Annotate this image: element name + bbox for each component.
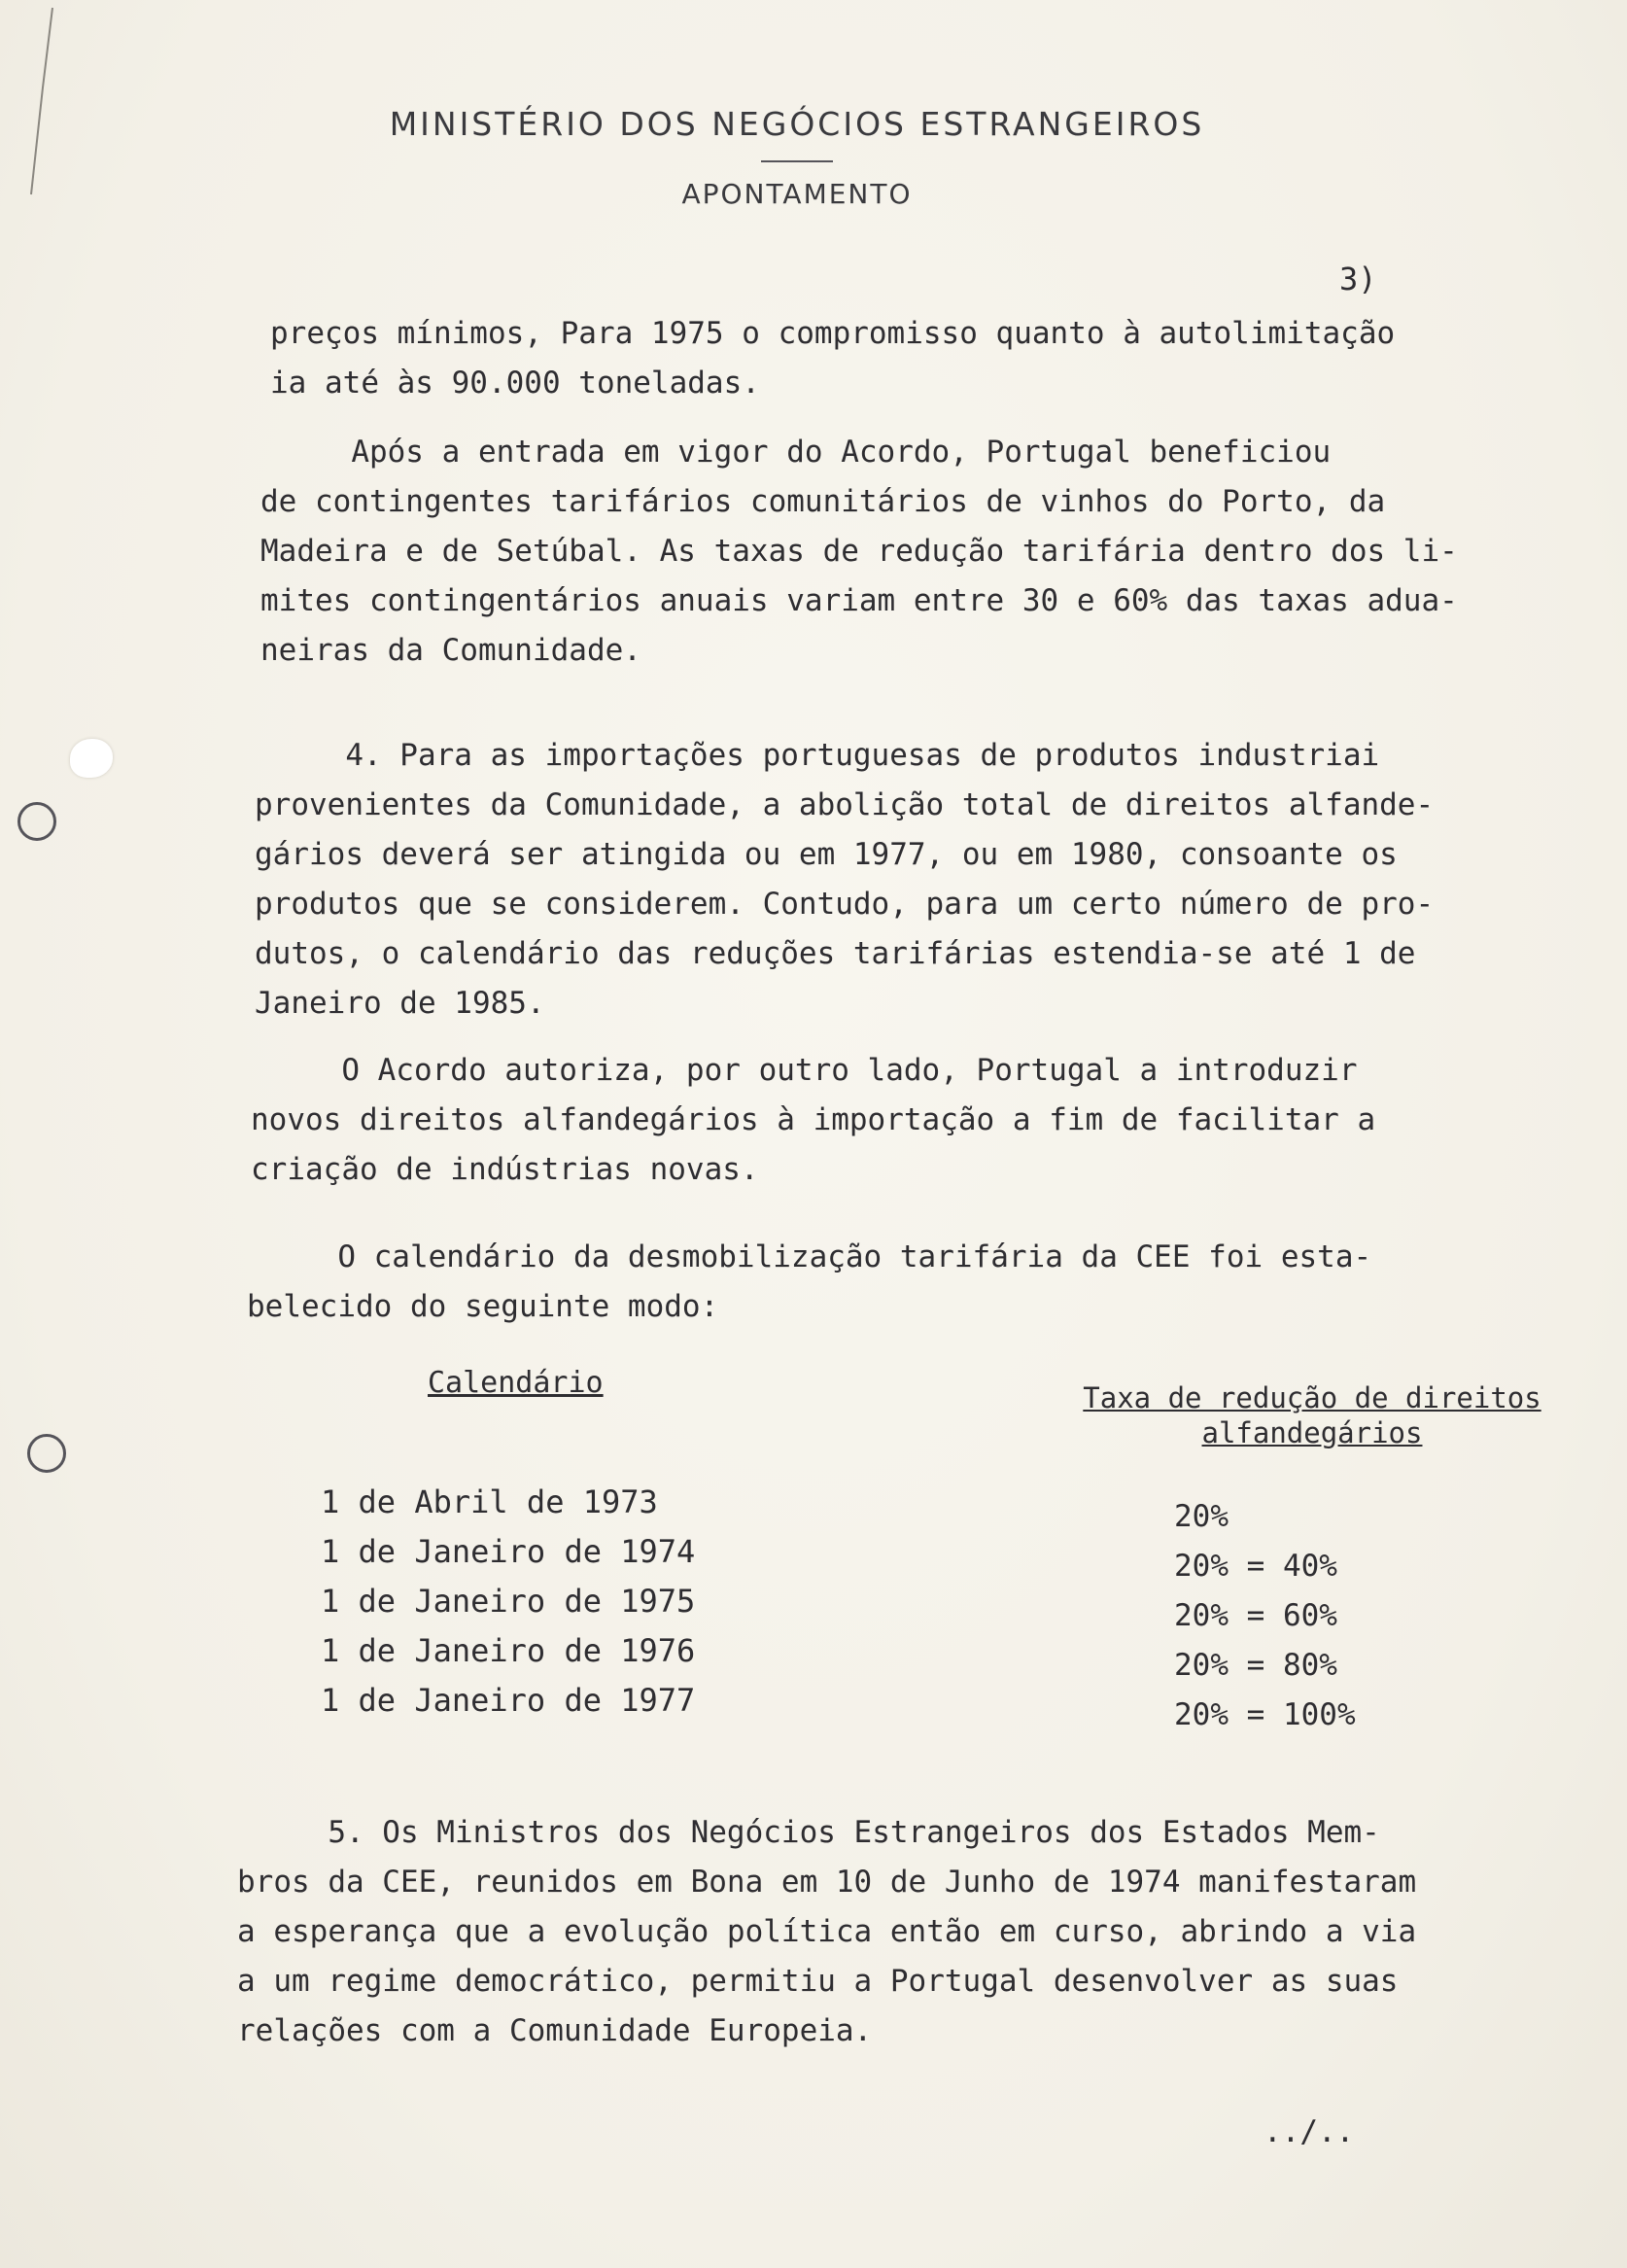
schedule-rate: 20% = 80% xyxy=(1174,1648,1337,1683)
paragraph-4-imports: 4. Para as importações portuguesas de produtos industriai provenientes da Comunidade, a abolição total de direitos alfande- gários deverá ser atingida ou em 1977, ou em 1980, consoante os produtos que se considerem. Contudo, para um certo número de pro- dutos, o calendário das reduções tarifárias estendia-se até 1 de Janeiro de 1985. xyxy=(255,738,1435,1021)
schedule-column-rate xyxy=(1030,1380,1594,1450)
continuation-mark: ../.. xyxy=(1264,2114,1355,2149)
schedule-rate: 20% xyxy=(1174,1499,1229,1534)
schedule-column-calendar: Calendário xyxy=(428,1366,604,1400)
schedule-date: 1 de Janeiro de 1977 xyxy=(321,1682,696,1719)
schedule-date: 1 de Janeiro de 1976 xyxy=(321,1632,696,1669)
paragraph-continuation: preços mínimos, Para 1975 o compromisso quanto à autolimitação ia até às 90.000 toneladas. xyxy=(270,316,1396,401)
rate-heading-line1: Taxa de redução de direitos xyxy=(1083,1381,1541,1414)
paragraph-tariff-quotas: Após a entrada em vigor do Acordo, Portugal beneficiou de contingentes tarifários comunitários de vinhos do Porto, da Madeira e de Setúbal. As taxas de redução tarifária dentro dos li- mites contingentários anuais variam entre 30 e 60% das taxas adua- neiras da Comunidade. xyxy=(260,435,1458,668)
schedule-date: 1 de Abril de 1973 xyxy=(321,1483,658,1520)
ministry-title: MINISTÉRIO DOS NEGÓCIOS ESTRANGEIROS xyxy=(389,105,1205,143)
rate-heading-line2: alfandegários xyxy=(1201,1416,1423,1449)
header-rule xyxy=(761,160,833,162)
schedule-rate: 20% = 40% xyxy=(1174,1549,1337,1584)
schedule-dates xyxy=(321,1478,695,1726)
punch-hole-icon xyxy=(27,1434,66,1473)
paper-tear xyxy=(70,739,113,778)
schedule-rate: 20% = 100% xyxy=(1174,1697,1356,1732)
schedule-date: 1 de Janeiro de 1974 xyxy=(321,1533,696,1570)
document-subtitle: APONTAMENTO xyxy=(681,178,913,210)
paragraph-new-duties: O Acordo autoriza, por outro lado, Portugal a introduzir novos direitos alfandegários à importação a fim de facilitar a criação de indústrias novas. xyxy=(251,1053,1376,1187)
schedule-rates xyxy=(1174,1492,1356,1740)
page-number: 3) xyxy=(1339,261,1377,297)
schedule-date: 1 de Janeiro de 1975 xyxy=(321,1583,696,1620)
paragraph-5-ministers: 5. Os Ministros dos Negócios Estrangeiros dos Estados Mem- bros da CEE, reunidos em Bona em 10 de Junho de 1974 manifestaram a esperança que a evolução política então em curso, abrindo a via a um regime democrático, permitiu a Portugal desenvolver as suas relações com a Comunidade Europeia. xyxy=(237,1815,1417,2048)
punch-hole-icon xyxy=(17,802,56,841)
schedule-rate: 20% = 60% xyxy=(1174,1598,1337,1633)
letterhead xyxy=(0,105,1594,210)
paragraph-schedule-intro: O calendário da desmobilização tarifária da CEE foi esta- belecido do seguinte modo: xyxy=(247,1239,1372,1324)
